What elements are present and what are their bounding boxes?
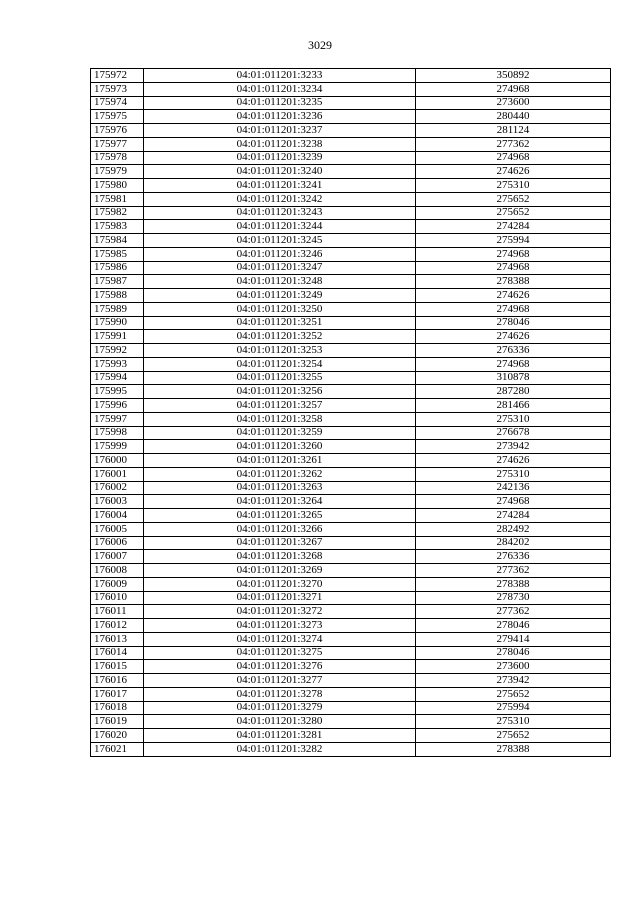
row-number-cell: 176013	[91, 632, 144, 646]
page-number: 3029	[308, 38, 332, 52]
value-cell: 277362	[416, 564, 611, 578]
table-row	[91, 96, 611, 110]
value-cell: 284202	[416, 536, 611, 550]
row-number-cell: 175972	[91, 69, 144, 83]
table-row	[91, 179, 611, 193]
table-row	[91, 82, 611, 96]
cadastral-number-cell: 04:01:011201:3254	[144, 357, 416, 371]
table-row	[91, 440, 611, 454]
cadastral-number-cell: 04:01:011201:3280	[144, 715, 416, 729]
value-cell: 274626	[416, 330, 611, 344]
row-number-cell: 176001	[91, 467, 144, 481]
row-number-cell: 176015	[91, 660, 144, 674]
row-number-cell: 175973	[91, 82, 144, 96]
value-cell: 276336	[416, 550, 611, 564]
value-cell: 274968	[416, 495, 611, 509]
table-row	[91, 330, 611, 344]
table-row	[91, 165, 611, 179]
table-row	[91, 110, 611, 124]
table-row	[91, 137, 611, 151]
cadastral-number-cell: 04:01:011201:3236	[144, 110, 416, 124]
cadastral-number-cell: 04:01:011201:3263	[144, 481, 416, 495]
cadastral-number-cell: 04:01:011201:3270	[144, 577, 416, 591]
value-cell: 278046	[416, 619, 611, 633]
value-cell: 281466	[416, 399, 611, 413]
row-number-cell: 176000	[91, 454, 144, 468]
table-row	[91, 701, 611, 715]
value-cell: 278388	[416, 742, 611, 756]
table-row	[91, 357, 611, 371]
cadastral-number-cell: 04:01:011201:3241	[144, 179, 416, 193]
table-row	[91, 495, 611, 509]
row-number-cell: 175986	[91, 261, 144, 275]
row-number-cell: 175980	[91, 179, 144, 193]
value-cell: 281124	[416, 124, 611, 138]
cadastral-number-cell: 04:01:011201:3239	[144, 151, 416, 165]
value-cell: 242136	[416, 481, 611, 495]
table-row	[91, 344, 611, 358]
row-number-cell: 176021	[91, 742, 144, 756]
value-cell: 275652	[416, 192, 611, 206]
row-number-cell: 175983	[91, 220, 144, 234]
row-number-cell: 175982	[91, 206, 144, 220]
table-row	[91, 247, 611, 261]
value-cell: 273942	[416, 674, 611, 688]
table-row	[91, 385, 611, 399]
value-cell: 278730	[416, 591, 611, 605]
value-cell: 274626	[416, 289, 611, 303]
cadastral-number-cell: 04:01:011201:3282	[144, 742, 416, 756]
cadastral-number-cell: 04:01:011201:3240	[144, 165, 416, 179]
data-table	[90, 68, 611, 757]
row-number-cell: 175999	[91, 440, 144, 454]
cadastral-number-cell: 04:01:011201:3243	[144, 206, 416, 220]
value-cell: 274284	[416, 220, 611, 234]
row-number-cell: 175985	[91, 247, 144, 261]
row-number-cell: 175974	[91, 96, 144, 110]
cadastral-number-cell: 04:01:011201:3238	[144, 137, 416, 151]
value-cell: 277362	[416, 137, 611, 151]
value-cell: 275310	[416, 715, 611, 729]
cadastral-number-cell: 04:01:011201:3249	[144, 289, 416, 303]
row-number-cell: 176002	[91, 481, 144, 495]
row-number-cell: 176017	[91, 687, 144, 701]
table-row	[91, 302, 611, 316]
cadastral-number-cell: 04:01:011201:3234	[144, 82, 416, 96]
row-number-cell: 175996	[91, 399, 144, 413]
row-number-cell: 175988	[91, 289, 144, 303]
table-row	[91, 729, 611, 743]
value-cell: 278388	[416, 577, 611, 591]
row-number-cell: 176008	[91, 564, 144, 578]
cadastral-number-cell: 04:01:011201:3265	[144, 509, 416, 523]
row-number-cell: 175984	[91, 234, 144, 248]
table-row	[91, 660, 611, 674]
cadastral-number-cell: 04:01:011201:3267	[144, 536, 416, 550]
cadastral-number-cell: 04:01:011201:3251	[144, 316, 416, 330]
table-row	[91, 536, 611, 550]
row-number-cell: 175978	[91, 151, 144, 165]
cadastral-number-cell: 04:01:011201:3242	[144, 192, 416, 206]
table-row	[91, 69, 611, 83]
value-cell: 275310	[416, 412, 611, 426]
table-row	[91, 674, 611, 688]
row-number-cell: 175991	[91, 330, 144, 344]
row-number-cell: 176006	[91, 536, 144, 550]
row-number-cell: 176016	[91, 674, 144, 688]
value-cell: 273942	[416, 440, 611, 454]
value-cell: 287280	[416, 385, 611, 399]
value-cell: 273600	[416, 96, 611, 110]
value-cell: 275652	[416, 687, 611, 701]
table-row	[91, 577, 611, 591]
cadastral-number-cell: 04:01:011201:3273	[144, 619, 416, 633]
value-cell: 278046	[416, 646, 611, 660]
value-cell: 276336	[416, 344, 611, 358]
row-number-cell: 175993	[91, 357, 144, 371]
value-cell: 350892	[416, 69, 611, 83]
row-number-cell: 175975	[91, 110, 144, 124]
value-cell: 275310	[416, 467, 611, 481]
table-row	[91, 206, 611, 220]
value-cell: 274968	[416, 151, 611, 165]
cadastral-number-cell: 04:01:011201:3272	[144, 605, 416, 619]
cadastral-number-cell: 04:01:011201:3247	[144, 261, 416, 275]
cadastral-number-cell: 04:01:011201:3246	[144, 247, 416, 261]
cadastral-number-cell: 04:01:011201:3278	[144, 687, 416, 701]
cadastral-number-cell: 04:01:011201:3235	[144, 96, 416, 110]
value-cell: 274968	[416, 261, 611, 275]
cadastral-number-cell: 04:01:011201:3279	[144, 701, 416, 715]
cadastral-number-cell: 04:01:011201:3260	[144, 440, 416, 454]
value-cell: 275994	[416, 701, 611, 715]
cadastral-number-cell: 04:01:011201:3276	[144, 660, 416, 674]
table-row	[91, 646, 611, 660]
value-cell: 277362	[416, 605, 611, 619]
table-row	[91, 220, 611, 234]
value-cell: 276678	[416, 426, 611, 440]
table-row	[91, 426, 611, 440]
cadastral-number-cell: 04:01:011201:3250	[144, 302, 416, 316]
cadastral-number-cell: 04:01:011201:3271	[144, 591, 416, 605]
row-number-cell: 176014	[91, 646, 144, 660]
cadastral-number-cell: 04:01:011201:3274	[144, 632, 416, 646]
table-row	[91, 289, 611, 303]
value-cell: 274626	[416, 165, 611, 179]
cadastral-number-cell: 04:01:011201:3269	[144, 564, 416, 578]
value-cell: 274284	[416, 509, 611, 523]
row-number-cell: 176012	[91, 619, 144, 633]
value-cell: 273600	[416, 660, 611, 674]
table-row	[91, 467, 611, 481]
table-row	[91, 151, 611, 165]
row-number-cell: 176004	[91, 509, 144, 523]
row-number-cell: 176018	[91, 701, 144, 715]
table-row	[91, 550, 611, 564]
row-number-cell: 175990	[91, 316, 144, 330]
row-number-cell: 176011	[91, 605, 144, 619]
row-number-cell: 176010	[91, 591, 144, 605]
row-number-cell: 175977	[91, 137, 144, 151]
cadastral-number-cell: 04:01:011201:3256	[144, 385, 416, 399]
cadastral-number-cell: 04:01:011201:3253	[144, 344, 416, 358]
table-row	[91, 399, 611, 413]
row-number-cell: 175981	[91, 192, 144, 206]
value-cell: 274968	[416, 302, 611, 316]
value-cell: 279414	[416, 632, 611, 646]
table-row	[91, 687, 611, 701]
cadastral-number-cell: 04:01:011201:3281	[144, 729, 416, 743]
table-row	[91, 619, 611, 633]
table-row	[91, 605, 611, 619]
table-body	[91, 69, 611, 757]
cadastral-number-cell: 04:01:011201:3233	[144, 69, 416, 83]
value-cell: 275652	[416, 206, 611, 220]
cadastral-number-cell: 04:01:011201:3255	[144, 371, 416, 385]
table-row	[91, 275, 611, 289]
table-row	[91, 316, 611, 330]
cadastral-number-cell: 04:01:011201:3277	[144, 674, 416, 688]
row-number-cell: 175995	[91, 385, 144, 399]
table-row	[91, 234, 611, 248]
cadastral-number-cell: 04:01:011201:3245	[144, 234, 416, 248]
row-number-cell: 175989	[91, 302, 144, 316]
cadastral-number-cell: 04:01:011201:3261	[144, 454, 416, 468]
value-cell: 278388	[416, 275, 611, 289]
table-row	[91, 715, 611, 729]
cadastral-number-cell: 04:01:011201:3237	[144, 124, 416, 138]
value-cell: 282492	[416, 522, 611, 536]
table-row	[91, 412, 611, 426]
value-cell: 274968	[416, 247, 611, 261]
row-number-cell: 175994	[91, 371, 144, 385]
table-row	[91, 509, 611, 523]
cadastral-number-cell: 04:01:011201:3252	[144, 330, 416, 344]
value-cell: 278046	[416, 316, 611, 330]
value-cell: 275994	[416, 234, 611, 248]
value-cell: 280440	[416, 110, 611, 124]
cadastral-number-cell: 04:01:011201:3244	[144, 220, 416, 234]
table-row	[91, 371, 611, 385]
table-row	[91, 454, 611, 468]
cadastral-number-cell: 04:01:011201:3258	[144, 412, 416, 426]
cadastral-number-cell: 04:01:011201:3248	[144, 275, 416, 289]
row-number-cell: 175998	[91, 426, 144, 440]
value-cell: 310878	[416, 371, 611, 385]
row-number-cell: 175987	[91, 275, 144, 289]
table-row	[91, 522, 611, 536]
row-number-cell: 176020	[91, 729, 144, 743]
table-row	[91, 564, 611, 578]
value-cell: 275310	[416, 179, 611, 193]
table-row	[91, 481, 611, 495]
row-number-cell: 175992	[91, 344, 144, 358]
table-row	[91, 742, 611, 756]
table-row	[91, 632, 611, 646]
value-cell: 274968	[416, 82, 611, 96]
cadastral-number-cell: 04:01:011201:3259	[144, 426, 416, 440]
table-row	[91, 591, 611, 605]
value-cell: 275652	[416, 729, 611, 743]
row-number-cell: 176007	[91, 550, 144, 564]
row-number-cell: 176005	[91, 522, 144, 536]
cadastral-number-cell: 04:01:011201:3264	[144, 495, 416, 509]
row-number-cell: 175979	[91, 165, 144, 179]
row-number-cell: 176019	[91, 715, 144, 729]
row-number-cell: 175976	[91, 124, 144, 138]
row-number-cell: 175997	[91, 412, 144, 426]
table-row	[91, 192, 611, 206]
cadastral-number-cell: 04:01:011201:3266	[144, 522, 416, 536]
cadastral-number-cell: 04:01:011201:3257	[144, 399, 416, 413]
cadastral-number-cell: 04:01:011201:3268	[144, 550, 416, 564]
value-cell: 274968	[416, 357, 611, 371]
table-row	[91, 261, 611, 275]
value-cell: 274626	[416, 454, 611, 468]
row-number-cell: 176009	[91, 577, 144, 591]
cadastral-number-cell: 04:01:011201:3275	[144, 646, 416, 660]
table-row	[91, 124, 611, 138]
row-number-cell: 176003	[91, 495, 144, 509]
cadastral-number-cell: 04:01:011201:3262	[144, 467, 416, 481]
